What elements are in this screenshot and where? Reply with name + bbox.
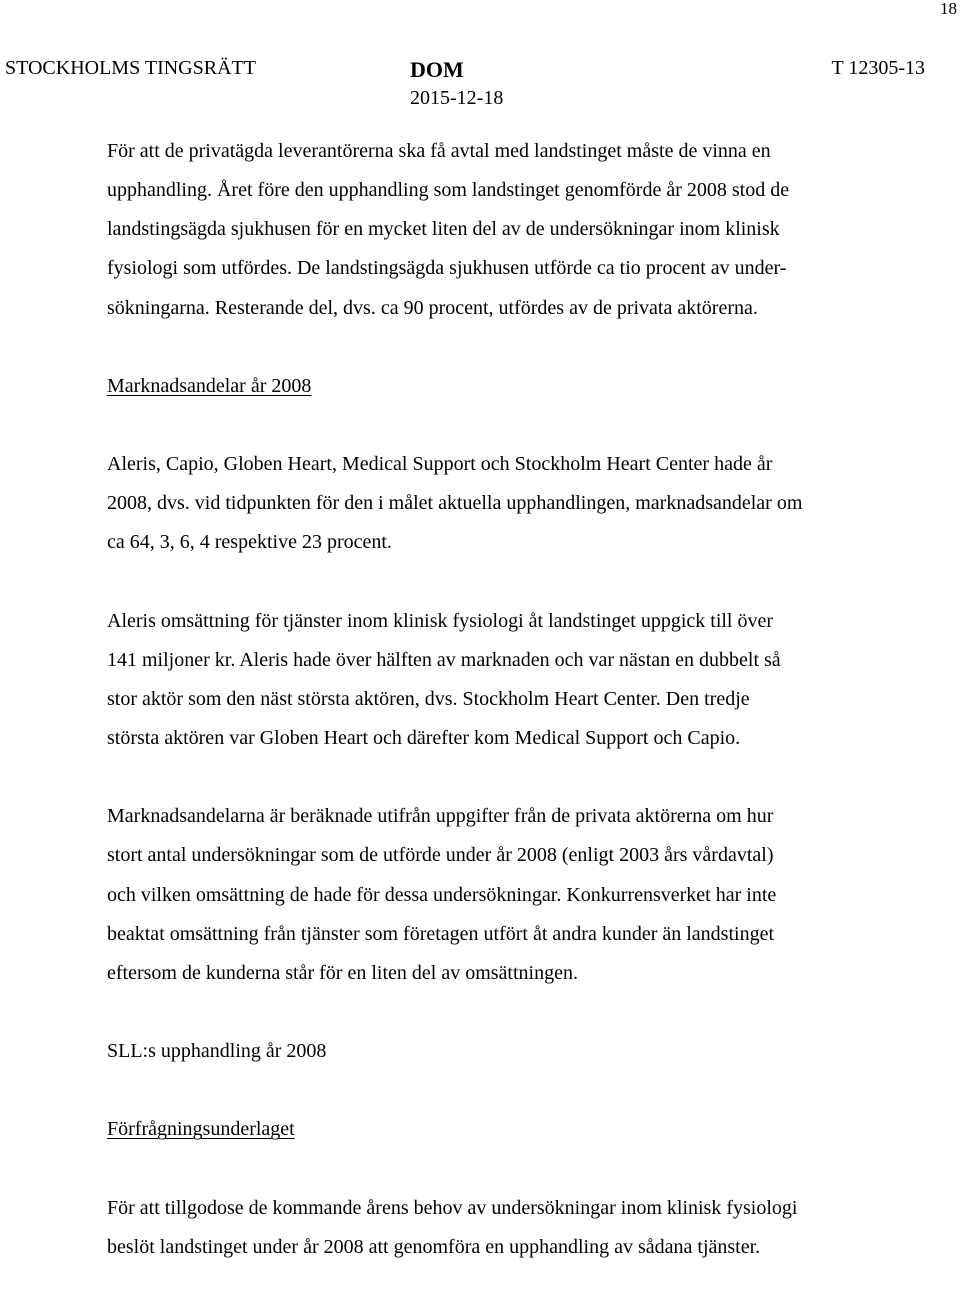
heading-text: Förfrågningsunderlaget bbox=[107, 1118, 295, 1141]
paragraph-market-shares bbox=[107, 445, 927, 562]
text-line: och vilken omsättning de hade för dessa undersökningar. Konkurrensverket har inte bbox=[107, 883, 777, 906]
paragraph-procurement-background bbox=[107, 132, 927, 328]
paragraph-aleris-turnover bbox=[107, 602, 927, 759]
text-line: För att tillgodose de kommande årens behov av undersökningar inom klinisk fysiologi bbox=[107, 1196, 798, 1219]
text-line: fysiologi som utfördes. De landstingsägda sjukhusen utförde ca tio procent av under- bbox=[107, 257, 787, 280]
text-line: upphandling. Året före den upphandling som landstinget genomförde år 2008 stod de bbox=[107, 179, 790, 202]
document-body bbox=[107, 132, 927, 1306]
text-line: ca 64, 3, 6, 4 respektive 23 procent. bbox=[107, 531, 392, 554]
heading-market-shares bbox=[107, 367, 927, 406]
court-name: STOCKHOLMS TINGSRÄTT bbox=[5, 57, 256, 79]
heading-text: SLL:s upphandling år 2008 bbox=[107, 1040, 327, 1063]
paragraph-tender-decision bbox=[107, 1189, 927, 1267]
document-type: DOM bbox=[410, 57, 464, 82]
heading-sll-procurement bbox=[107, 1032, 927, 1071]
text-line: stor aktör som den näst största aktören, dvs. Stockholm Heart Center. Den tredje bbox=[107, 687, 750, 710]
text-line: beaktat omsättning från tjänster som företagen utfört åt andra kunder än landstinget bbox=[107, 922, 775, 945]
text-line: landstingsägda sjukhusen för en mycket liten del av de undersökningar inom klinisk bbox=[107, 218, 780, 241]
page-number: 18 bbox=[940, 0, 957, 18]
text-line: Aleris omsättning för tjänster inom klinisk fysiologi åt landstinget uppgick till över bbox=[107, 609, 774, 632]
text-line: stort antal undersökningar som de utförde under år 2008 (enligt 2003 års vårdavtal) bbox=[107, 844, 774, 867]
text-line: För att de privatägda leverantörerna ska få avtal med landstinget måste de vinna en bbox=[107, 140, 771, 162]
document-date: 2015-12-18 bbox=[410, 87, 504, 109]
case-number: T 12305-13 bbox=[831, 57, 925, 79]
text-line: 2008, dvs. vid tidpunkten för den i målet aktuella upphandlingen, marknadsandelar om bbox=[107, 492, 803, 515]
heading-text: Marknadsandelar år 2008 bbox=[107, 374, 312, 397]
text-line: 141 miljoner kr. Aleris hade över hälften av marknaden och var nästan en dubbelt så bbox=[107, 648, 781, 671]
text-line: största aktören var Globen Heart och därefter kom Medical Support och Capio. bbox=[107, 727, 741, 750]
heading-tender-documents bbox=[107, 1110, 927, 1149]
text-line: sökningarna. Resterande del, dvs. ca 90 procent, utfördes av de privata aktörerna. bbox=[107, 296, 758, 319]
text-line: Aleris, Capio, Globen Heart, Medical Support och Stockholm Heart Center hade år bbox=[107, 453, 773, 476]
paragraph-calculation-basis bbox=[107, 797, 927, 993]
text-line: Marknadsandelarna är beräknade utifrån uppgifter från de privata aktörerna om hur bbox=[107, 805, 774, 828]
text-line: beslöt landstinget under år 2008 att genomföra en upphandling av sådana tjänster. bbox=[107, 1235, 761, 1258]
text-line: eftersom de kunderna står för en liten del av omsättningen. bbox=[107, 961, 578, 984]
